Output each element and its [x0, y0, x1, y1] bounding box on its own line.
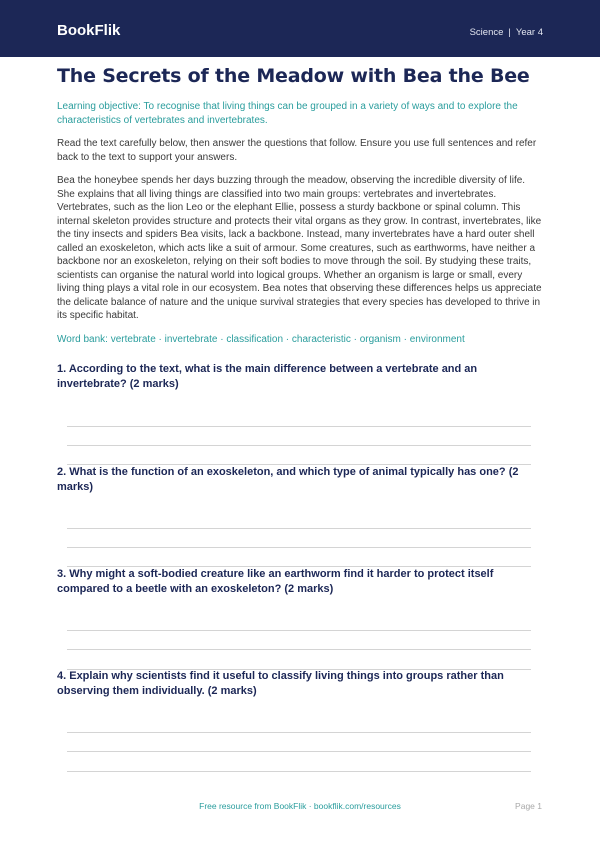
answer-line[interactable] — [67, 732, 531, 733]
question-text: 1. According to the text, what is the main difference between a vertebrate and an invertebrate? (2 marks) — [57, 363, 478, 390]
question-2 — [57, 465, 543, 495]
question-text: 3. Why might a soft-bodied creature like an earthworm find it harder to protect itself compared to a beetle with an exoskeleton? (2 marks) — [57, 568, 494, 595]
subject-year — [470, 27, 543, 39]
header-bar — [0, 0, 600, 57]
footer-resource-link[interactable]: Free resource from BookFlik · bookflik.com/resources — [199, 801, 401, 811]
question-4 — [57, 669, 543, 699]
answer-line[interactable] — [67, 751, 531, 752]
reading-passage: Bea the honeybee spends her days buzzing through the meadow, observing the incredible diversity of life. She explains that all living things are classified into two main groups: vertebrates and invertebrates. Vertebrates, such as the lion Leo or the elephant Ellie, possess a sturdy backbone or spinal column. This internal skeleton provides structure and protects their vital organs as they grow. In contrast, invertebrates, like the tiny insects and spiders Bea visits, lack a backbone. Instead, many invertebrates have a hard outer shell called an exoskeleton, which acts like a suit of armour. Some creatures, such as earthworms, have neither a backbone nor an exoskeleton, relying on their soft bodies to move through the soil. By studying these traits, scientists can organise the natural world into logical groups. Whether an organism is large or small, every living thing plays a vital role in our ecosystem. Bea notes that observing these differences helps us appreciate the delicate balance of nature and the unique survival strategies that every species has developed to thrive in its specific habitat. — [57, 175, 542, 321]
answer-line[interactable] — [67, 547, 531, 548]
question-text: 4. Explain why scientists find it useful to classify living things into groups rather than observing them individually. (2 marks) — [57, 670, 504, 697]
answer-line[interactable] — [67, 445, 531, 446]
page-number: Page 1 — [515, 801, 542, 811]
answer-line[interactable] — [67, 528, 531, 529]
answer-line[interactable] — [67, 649, 531, 650]
meta-separator: | — [508, 27, 511, 38]
question-text: 2. What is the function of an exoskeleton, and which type of animal typically has one? (2 marks) — [57, 466, 519, 493]
worksheet-intro — [57, 64, 543, 346]
page-title: The Secrets of the Meadow with Bea the Bee — [57, 65, 530, 87]
word-bank: Word bank: vertebrate · invertebrate · classification · characteristic · organism · environment — [57, 333, 465, 345]
answer-line[interactable] — [67, 630, 531, 631]
subject-label: Science — [469, 27, 504, 38]
answer-line[interactable] — [67, 426, 531, 427]
instructions: Read the text carefully below, then answer the questions that follow. Ensure you use full sentences and refer back to the text to support your answers. — [57, 138, 537, 163]
question-3 — [57, 567, 543, 597]
answer-line[interactable] — [67, 771, 531, 772]
brand-logo[interactable]: BookFlik — [57, 22, 121, 39]
year-label: Year 4 — [515, 27, 543, 38]
question-1 — [57, 362, 543, 392]
learning-objective: Learning objective: To recognise that living things can be grouped in a variety of ways and to explore the characteristics of vertebrates and invertebrates. — [57, 101, 518, 126]
